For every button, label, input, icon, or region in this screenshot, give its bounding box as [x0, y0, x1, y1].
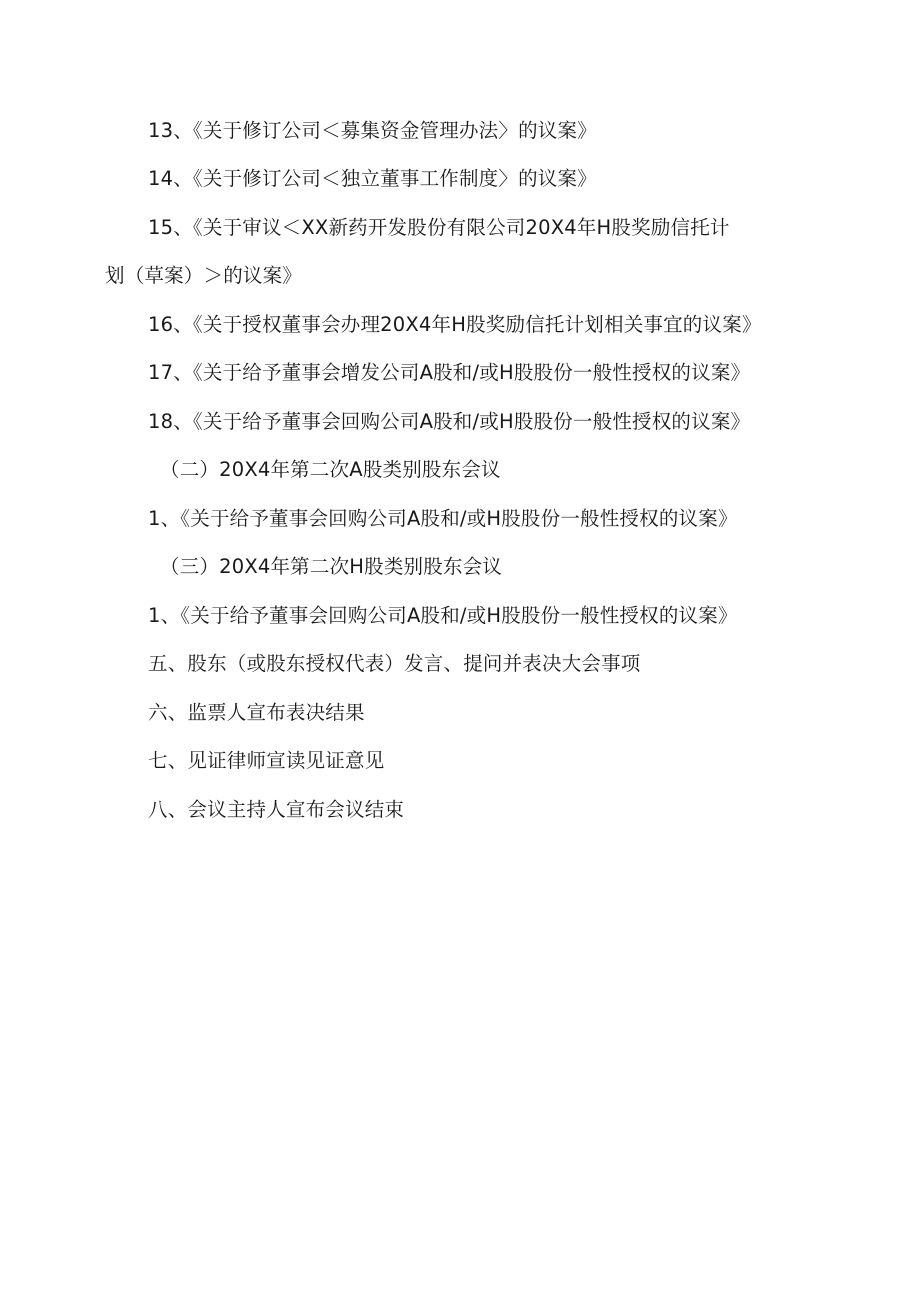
agenda-step-5: 五、股东（或股东授权代表）发言、提问并表决大会事项 — [148, 652, 641, 675]
agenda-item-16: 16、《关于授权董事会办理20X4年H股奖励信托计划相关事宜的议案》 — [148, 313, 762, 336]
section-heading-h-share-meeting: （三）20X4年第二次H股类别股东会议 — [160, 555, 503, 578]
agenda-step-7: 七、见证律师宣读见证意见 — [148, 749, 385, 772]
section-heading-a-share-meeting: （二）20X4年第二次A股类别股东会议 — [160, 458, 501, 481]
agenda-step-6: 六、监票人宣布表决结果 — [148, 701, 365, 724]
a-share-item-1: 1、《关于给予董事会回购公司A股和/或H股股份一般性授权的议案》 — [148, 507, 738, 530]
agenda-item-13: 13、《关于修订公司＜募集资金管理办法〉的议案》 — [148, 119, 597, 142]
agenda-item-15-line2: 划（草案）＞的议案》 — [105, 264, 303, 287]
agenda-item-18: 18、《关于给予董事会回购公司A股和/或H股股份一般性授权的议案》 — [148, 410, 751, 433]
h-share-item-1: 1、《关于给予董事会回购公司A股和/或H股股份一般性授权的议案》 — [148, 604, 738, 627]
agenda-item-17: 17、《关于给予董事会增发公司A股和/或H股股份一般性授权的议案》 — [148, 361, 751, 384]
agenda-item-15-line1: 15、《关于审议＜XX新药开发股份有限公司20X4年H股奖励信托计 — [148, 216, 730, 239]
agenda-item-14: 14、《关于修订公司＜独立董事工作制度〉的议案》 — [148, 167, 597, 190]
agenda-step-8: 八、会议主持人宣布会议结束 — [148, 798, 405, 821]
